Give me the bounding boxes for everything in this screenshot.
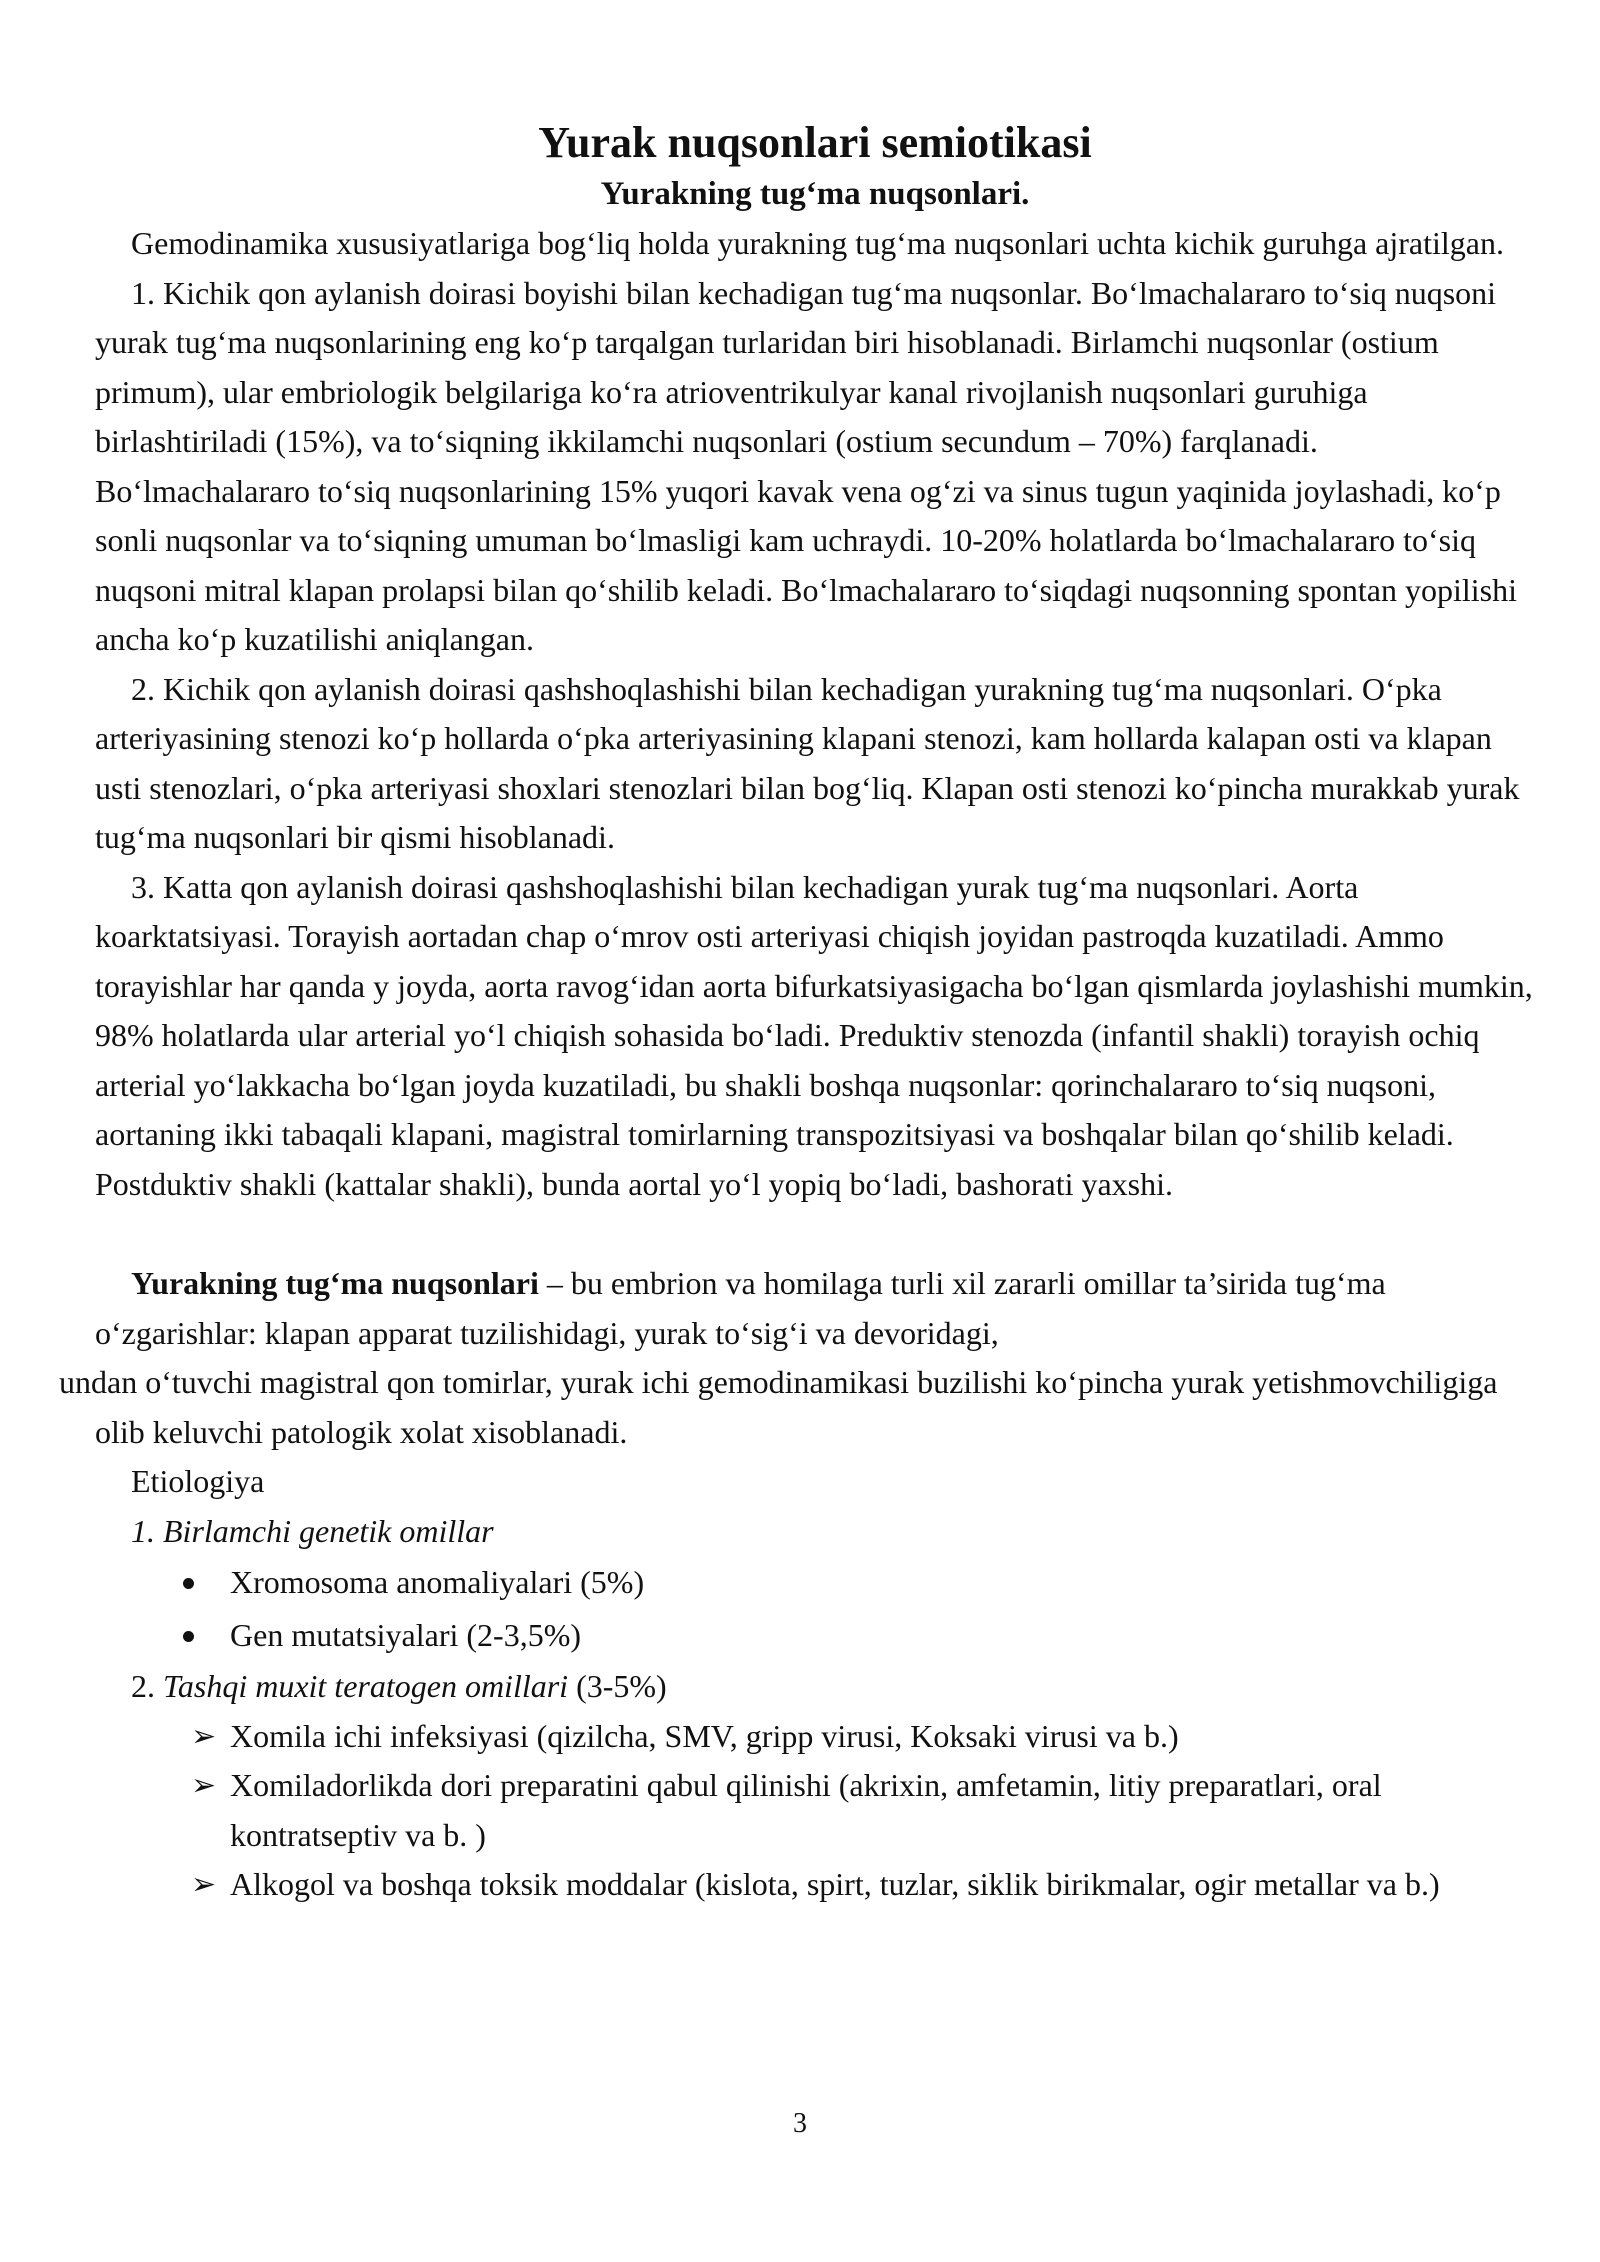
paragraph-3: 3. Katta qon aylanish doirasi qashshoqlashishi bilan kechadigan yurak tug‘ma nuqsonlari. Aorta koarktatsiyasi. Torayish aortadan chap o‘mrov osti arteriyasi chiqish joyidan pastroqda kuzatiladi. Ammo torayishlar har qanda y joyda, aorta ravog‘idan aorta bifurkatsiyasigacha bo‘lgan qismlarda joylashishi mumkin, 98% holatlarda ular arterial yo‘l chiqish sohasida bo‘ladi. Preduktiv stenozda (infantil shakli) torayish ochiq arterial yo‘lakkacha bo‘lgan joyda kuzatiladi, bu shakli boshqa nuqsonlar: qorinchalararo to‘siq nuqsoni, aortaning ikki tabaqali klapani, magistral tomirlarning transpozitsiyasi va boshqalar bilan qo‘shilib keladi. Postduktiv shakli (kattalar shakli), bunda aortal yo‘l yopiq bo‘ladi, bashorati yaxshi.	[95, 868, 1533, 1202]
dot-bullet-icon	[183, 1578, 194, 1589]
page-title: Yurak nuqsonlari semiotikasi	[538, 118, 1092, 167]
arrow-bullet-icon: ➢	[191, 1718, 217, 1754]
definition-paragraph	[59, 1259, 1535, 1457]
paragraph-intro: Gemodinamika xususiyatlariga bog‘liq holda yurakning tug‘ma nuqsonlari uchta kichik guruhga ajratilgan.	[131, 225, 1504, 261]
list-item: Gen mutatsiyalari (2-3,5%)	[95, 1609, 1535, 1662]
arrow-bullet-icon: ➢	[191, 1867, 217, 1902]
document-page	[59, 115, 1535, 1910]
etiology-group2-title: 2. Tashqi muxit teratogen omillari (3-5%)	[131, 1668, 667, 1704]
etiology-heading: Etiologiya	[131, 1463, 265, 1499]
list-item: Xromosoma anomaliyalari (5%)	[95, 1556, 1535, 1609]
dot-bullet-icon	[183, 1631, 194, 1642]
definition-text-1: – bu embrion va homilaga turli xil zararli omillar ta’sirida tug‘ma o‘zgarishlar: klapan apparat tuzilishidagi, yurak to‘sig‘i va devoridagi,	[95, 1265, 1386, 1351]
definition-term: Yurakning tug‘ma nuqsonlari	[131, 1265, 539, 1301]
paragraph-1: 1. Kichik qon aylanish doirasi boyishi bilan kechadigan tug‘ma nuqsonlar. Bo‘lmachalararo to‘siq nuqsoni yurak tug‘ma nuqsonlarining eng ko‘p tarqalgan turlaridan biri hisoblanadi. Birlamchi nuqsonlar (ostium primum), ular embriologik belgilariga ko‘ra atrioventrikulyar kanal rivojlanish nuqsonlari guruhiga birlashtiriladi (15%), va to‘siqning ikkilamchi nuqsonlari (ostium secundum – 70%) farqlanadi. Bo‘lmachalararo to‘siq nuqsonlarining 15% yuqori kavak vena og‘zi va sinus tugun yaqinida joylashadi, ko‘p sonli nuqsonlar va to‘siqning umuman bo‘lmasligi kam uchraydi. 10-20% holatlarda bo‘lmachalararo to‘siq nuqsoni mitral klapan prolapsi bilan qo‘shilib keladi. Bo‘lmachalararo to‘siqdagi nuqsonning spontan yopilishi ancha ko‘p kuzatilishi aniqlangan.	[95, 274, 1517, 657]
arrow-bullet-icon: ➢	[191, 1768, 217, 1803]
etiology-group1-title: 1. Birlamchi genetik omillar	[131, 1512, 494, 1549]
section-subtitle: Yurakning tug‘ma nuqsonlari.	[600, 176, 1030, 212]
genetic-factors-list	[95, 1556, 1535, 1662]
page-number: 3	[793, 2108, 807, 2139]
spacer	[95, 1209, 1535, 1259]
paragraph-2: 2. Kichik qon aylanish doirasi qashshoqlashishi bilan kechadigan yurakning tug‘ma nuqsonlari. O‘pka arteriyasining stenozi ko‘p hollarda o‘pka arteriyasining klapani stenozi, kam hollarda kalapan osti va klapan usti stenozlari, o‘pka arteriyasi shoxlari stenozlari bilan bog‘liq. Klapan osti stenozi ko‘pincha murakkab yurak tug‘ma nuqsonlari bir qismi hisoblanadi.	[95, 670, 1520, 855]
list-item: ➢ Xomiladorlikda dori preparatini qabul qilinishi (akrixin, amfetamin, litiy preparatlari, oral kontratseptiv va b. )	[95, 1761, 1535, 1860]
list-item: ➢ Xomila ichi infeksiyasi (qizilcha, SMV, gripp virusi, Koksaki virusi va b.)	[95, 1712, 1535, 1762]
list-item: ➢ Alkogol va boshqa toksik moddalar (kislota, spirt, tuzlar, siklik birikmalar, ogir metallar va b.)	[95, 1860, 1535, 1910]
teratogen-factors-list	[95, 1712, 1535, 1910]
definition-text-2: undan o‘tuvchi magistral qon tomirlar, yurak ichi gemodinamikasi buzilishi ko‘pincha yurak yetishmovchiligiga olib keluvchi patologik xolat xisoblanadi.	[59, 1364, 1498, 1450]
